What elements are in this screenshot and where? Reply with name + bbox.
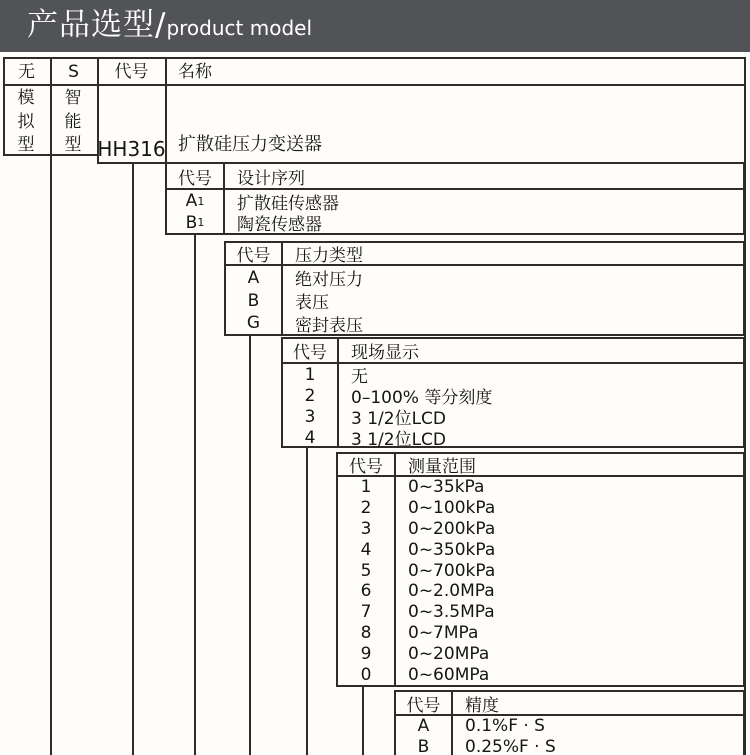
code-subscript: 1 [197,194,205,208]
option-desc: 0~3.5MPa [408,602,495,623]
option-code: 5 [338,560,396,581]
section-title: 设计序列 [237,168,305,189]
section-pressure-type [224,241,745,336]
option-desc: 扩散硅传感器 [237,193,339,214]
header-name: 名称 [178,62,212,82]
selector-line-type [50,57,52,755]
option-desc: 无 [351,367,368,387]
option-code: 2 [338,498,396,519]
option-code: 1 [338,477,396,498]
option-code: 4 [283,427,339,448]
option-row [338,643,743,664]
section-header [396,692,743,716]
option-row [283,406,743,427]
option-desc: 0~7MPa [408,622,479,643]
option-row [396,716,743,737]
option-code: A [396,716,453,737]
section-title-bar [0,0,750,52]
cell-model-code: HH316 [97,137,166,161]
page-title-english: product model [166,16,313,40]
option-code: 1 [283,364,339,385]
option-desc: 0~35kPa [408,477,485,498]
section-title: 压力类型 [295,246,363,266]
option-code: 6 [338,581,396,602]
option-code: A [226,266,283,289]
option-row [338,477,743,498]
option-desc: 0~100kPa [408,498,496,519]
option-code: B [396,737,453,755]
page-title-chinese: 产品选型/ [27,7,167,43]
option-row [283,364,743,385]
code-main: B [185,212,198,233]
option-row [226,312,743,334]
option-row [283,427,743,448]
cell-product-name: 扩散硅压力变送器 [178,134,322,155]
code-label: 代号 [283,339,339,362]
option-row [338,498,743,519]
option-desc: 密封表压 [295,315,363,336]
option-code: B [226,289,283,312]
option-desc: 0~20MPa [408,643,490,664]
option-desc: 3 1/2位LCD [351,409,447,429]
option-code: 3 [338,519,396,540]
option-row [283,385,743,406]
option-row [167,212,743,233]
option-desc: 0~350kPa [408,539,496,560]
option-row [338,623,743,644]
option-desc: 0~200kPa [408,518,496,539]
option-code [167,190,225,212]
option-code: 9 [338,643,396,664]
selector-line-design-series [194,234,196,755]
option-desc: 3 1/2位LCD [351,430,447,450]
header-none: 无 [18,62,35,82]
section-design-series [165,162,745,235]
code-label: 代号 [396,692,453,714]
header-code: 代号 [114,62,149,82]
section-header [226,243,743,266]
section-header [283,339,743,364]
section-display [281,337,745,448]
option-desc: 0~700kPa [408,560,496,581]
code-label: 代号 [338,454,396,475]
option-code: G [226,312,283,334]
header-s: S [68,62,79,82]
selector-line-pressure-type [249,335,251,755]
option-row [338,581,743,602]
option-desc: 0~60MPa [408,664,490,685]
option-row [338,539,743,560]
option-desc: 陶瓷传感器 [237,215,322,235]
code-main: A [185,191,198,211]
code-label: 代号 [226,243,283,264]
code-subscript: 1 [197,216,205,229]
option-desc: 0.25%F · S [465,736,556,755]
option-desc: 绝对压力 [295,270,363,290]
option-desc: 表压 [295,293,329,313]
option-code: 8 [338,623,396,644]
option-desc: 0~2.0MPa [408,581,495,602]
table-top-border [3,57,746,59]
option-desc: 0–100% 等分刻度 [351,388,493,408]
option-row [396,737,743,755]
option-row [167,190,743,212]
option-row [338,602,743,623]
code-label: 代号 [167,164,225,188]
option-row [338,560,743,581]
option-row [226,266,743,289]
selector-line-model-code [132,162,134,755]
selector-line-display [306,448,308,755]
section-title: 精度 [465,695,499,716]
section-title: 现场显示 [351,343,419,363]
section-title: 测量范围 [408,457,476,477]
option-code: 7 [338,602,396,623]
option-code: 0 [338,664,396,685]
option-code [167,212,225,233]
selector-line-range [362,687,364,755]
option-code: 2 [283,385,339,406]
option-row [338,519,743,540]
header-row-bottom-border [3,84,746,86]
option-code: 4 [338,539,396,560]
section-accuracy [394,690,745,755]
section-header [167,164,743,190]
section-measure-range [336,452,745,687]
option-code: 3 [283,406,339,427]
cell-smart-type: 智能型 [64,88,82,155]
option-desc: 0.1%F · S [465,716,545,737]
option-row [226,289,743,312]
option-row [338,664,743,685]
cell-analog-type: 模拟型 [17,88,35,155]
section-header [338,454,743,477]
